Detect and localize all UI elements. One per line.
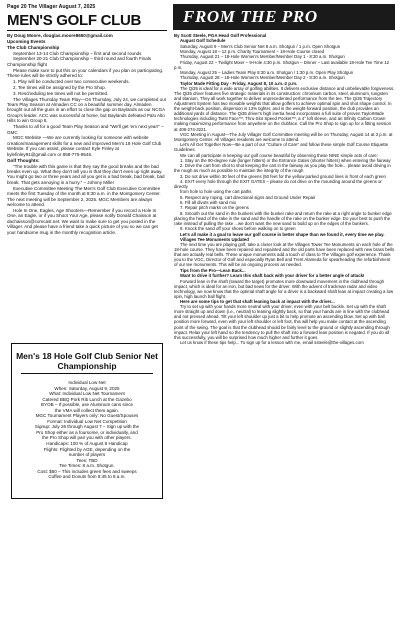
mens-golf-club-column [7,33,167,236]
schedule-item: Thursday, August 28 – 18-Hole Women's Member/Member Day 2 - 8:30 a.m. Shotgun [180,75,345,81]
promo-line: Signup: July 26 through August 7 – Sign up with the [34,424,140,430]
promo-line: What: Individual Low Net Tournament [49,391,125,397]
schedule-heading: August Golf Schedule [180,38,226,44]
promo-line: Cost: $50 – This includes green fees and sweeps [37,468,137,474]
promo-line: Format: Individual Low Net Competition [47,418,127,424]
championship-heading: The Club Championship [7,44,60,50]
fitting-day-heading: Taylor Made Fitting Day - Friday, August 8, 10 a.m.-2 p.m. [180,80,298,86]
paragraph-hole-in-one: Hole In One, Eagles, Age Shooters—Remember if you record a Hole In One, an Eagle, or if you Shoot Your Age, please notify Donald Chaisson at dachaisson@comcast.net. We want to make sure to get you posted in the Villager. And please have a friend take a quick picture of you so we can get your handsome mug in the monthly recognition article. [7,207,158,235]
tips-steps-heading: Here are some tips to get that shaft leaning back at impact with the driver... [180,299,335,304]
section-title: MEN'S GOLF CLUB [7,12,142,29]
promo-title: Men's 18 Hole Golf Club Senior Net Championship [16,351,158,371]
promo-body [12,380,162,480]
paragraph-lets-get-together: Let's All Get Together Now—Be a part of our "Culture of Care" and follow these simple Golf Course Etiquette Guidelines. [174,142,389,153]
promo-line: BYOB – If possible, use Aluminum cans since [41,402,133,408]
paragraph-quote: "The trouble with this game is that they say the good breaks and the bad breaks even up. What they don't tell you is that they don't even up right away. You might go two or three years and all you get is a bad break, bad break, bad break. That gets annoying in a hurry." – Johnny Miller [7,163,165,185]
paragraph-sign-up: Let us know if these tips help... To sign up for a lesson with me, email ssteele@the-villages.com [180,339,364,345]
promo-line: Handicaps: 100 % of August 8 Handicap [46,441,128,447]
promo-line: the VMA will collect them again. [55,407,119,413]
etiquette-rule: 3. Do not drive within 30 feet of the greens (50 feet for the yellow parked ground lines in front of each green [180,173,386,179]
paragraph-simple-acts: We can all participate in keeping our golf course beautiful by observing these NINE simple acts of care: [180,152,378,158]
paragraph-goal: Let's all make it a goal to leave our golf course in better shape than we found it, every time we play. [180,231,385,237]
banner-title: FROM THE PRO [183,7,318,26]
promo-line: Tee Times: 8 a.m. Shotgun. [59,463,115,469]
event-sep20: September 20-21 Club Championship – third round and fourth Finals Championship flight [7,56,152,67]
rule-1: 1. Play will be conducted over two consecutive weekends. [13,78,130,84]
senior-net-championship-box [11,343,163,499]
etiquette-rule: 7. Repair pitch marks on the greens [180,205,249,211]
paragraph-tee-monuments: The next time you are playing golf, take a closer look at the Villages Tower Tee Monuments on each hole of the 18-hole course. They have been repaired and repainted and the old parts have been replaced with new brass bells that are actually real bells. These unique monuments add a touch of class to The Villages golf experience. Thank you to the VGC, Director of Golf and especially Ryan Bell and Trent Alameda for spearheading the refurbishment of our tee monuments. This will be an ongoing process as needed. [174,242,395,268]
rule-2: 2. Tee times will be assigned by the Pro Shop. [13,84,106,90]
golf-thoughts-heading: Golf Thoughts: [7,157,40,163]
paragraph-intro: Please make sure to put this on your calendars if you plan on participating. These rules will be strictly adhered to: [7,67,164,79]
etiquette-rule: 2. Drive the cart from shot to shot keeping the cart in the fairway as you play the hole... please avoid driving in the rough as much as possible to maintain the integrity of the rough [174,163,391,174]
promo-line: MGC Tournament Players only: No Guest/Spouses [35,413,139,419]
etiquette-rule: 5. Respect any roping, cart directional signs and Ground Under Repair [180,194,316,200]
etiquette-rule: 8. Smooth out the sand in the bunkers with the bunker rake and return the rake at a right angle to bunker edge placing the head of the rake in the sand and the handle of the rake on the bunker edge. Do your best to push the rake instead of pulling the rake ...we don't want the new sand to build up on the edges of the bunkers. [174,210,392,226]
promo-line: Individual Low Net [68,380,106,385]
byline: By Scott Steele, PGA Head Golf Professional [174,33,267,38]
byline: By Doug Moore, douglas.moore8650@gmail.com [7,33,113,38]
paragraph-team-play: The Villages Thursday Team Play—On Thursday, July 24, we completed our Team Play Season at Almaden CC on a beautiful summer day. Almaden brought out all the guns in an effort to close the gap on Baylands as our NCGA Group's leader. ACC was successful at home, but Baylands defeated Palo Alto Hills to win Group 8. [7,96,167,124]
upcoming-events-heading: Upcoming Events [7,38,46,44]
etiquette-rule: 1. Stay on the 90-degree rule (longer hitters) or the Entrance Gates (shorter hitters) when entering the fairway [180,157,391,163]
event-sep13: September 13-14 Club Championship – first and second rounds [13,50,142,56]
promo-line: Flights: Flighted by AGE, depending on the [43,446,131,452]
etiquette-rule: 6. Fill all divots with sand mix [180,200,237,206]
promo-line: When: Saturday, August 9, 2025 [54,385,120,391]
from-the-pro-column [174,33,395,345]
promo-line: number of players [68,452,106,458]
paragraph-exec-committee: Executive Committee Meeting The Men's Golf Club Executive Committee meets the first Tuesday of the month at 8:30 a.m. in the Montgomery Center. The next meeting will be September 2, 2025. MGC Members are always welcome to attend. [7,185,161,208]
schedule-item: Monday, August 25 – Ladies Team Play 8:30 a.m. Shotgun / 1:30 p.m. Open Play Shotgun [180,70,354,76]
tips-heading: Tips from the Pro—Lean Back... [180,267,246,273]
from-the-pro-banner [173,4,395,30]
schedule-item: Saturday, August 9 – Men's Club Senior Net 8 a.m. Shotgun / 1 p.m. Open Shotgun [180,43,341,49]
schedule-item: Friday, August 22 – Twilight Mixer – 9-Hole 4:30 p.m. Shotgun – Dinner – Last available 18-Hole Tee Time 12 p.m. [174,59,390,70]
paragraph-thanks: Thanks to all for a good Team Play Season and "We'll get 'em next year!" –GMC [7,124,164,135]
paragraph-forward-lean: Forward lean in the shaft (toward the target) promotes more downward movement in the clubhead through impact, which is ideal for an iron, but bad news for the driver. With the advent of trackman radar and video technology, we now know that the optimal shaft angle for a driver is a backward shaft lean at impact creating a low spin, high launch ball flight. [174,278,394,299]
promo-line: Coffee and Donuts from 8:45 to 8 a.m. [48,474,126,480]
etiquette-rule: from hole to hole using the cart paths [180,189,252,195]
page-header: Page 20 The Villager August 7, 2025 [7,4,96,10]
section-divider [7,30,167,31]
etiquette-rule: 4. EXIT every hole through the EXIT GATES – please do not drive on the mounding around the greens or directly [174,179,382,190]
tips-question: Want to drive it further? Learn this shaft back with your driver for a better angle of attack! [180,273,365,279]
schedule-item: Monday, August 18 – 12 p.m. Charity Tournament – 18-Hole Course closed [180,49,325,55]
rule-3: 3. Rescheduling tee times will not be permitted. [13,90,109,96]
promo-line: Pro Shop either as a foursome, or individually, and [36,429,138,435]
schedule-item: Thursday, August 21 – 18-Hole Women's Member/Member Day 1 - 8:30 a.m. Shotgun [180,54,345,60]
paragraph-website: MGC Website —We are currently looking for someone with website creation/management skills for a new and improved Men's 18 Hole Golf Club Website. If you can assist, please contact Kyle Finley at kylefinley91@gmail.com or 858-775-9546. [7,135,162,157]
promo-line: Tees: TBD [76,457,98,463]
etiquette-rule: 9. Knock the sand off your shoes before walking on to green [180,226,296,232]
paragraph-vgc-meeting: VGC Meeting in August—The July Villager Golf Committee meeting will be on Thursday, August 14 at 3 p.m. at Montgomery Center. All Villages residents are welcome to attend. [174,131,393,142]
paragraph-setup: Try to set up with your hands more neutral with your driver, even with your belt buckle. Set up with the shaft more straight up and down (i.e., neutral) to leaning slightly back, so that your hands are in line with the clubhead and not pressed ahead. Tilt your left shoulder up just a bit to help promote an ascending blow. Set up with ball position more forward, even with your left shoulder or left foot, this will help you make contact at the ascending point of the swing. The goal is that the clubhead should be fairly level to the ground or slightly ascending through impact. Relax your left hand so the tendency to pull the shaft into a forward lean position is negated. If you do all this successfully, you will be surprised how much higher and further it goes. [174,304,390,340]
paragraph-qi35: The Qi35 is ideal for a wide array of golfing abilities. It delivers exclusive distance and unbelievable forgiveness. The Qi35 driver features five strategic materials in its construction: chromium carbon, steel, aluminum, tungsten and titanium. They all work together to deliver unprecedented performance from the tee. The Qi35 Trajectory Adjustment System has two movable weights that allow golfers to achieve optimal spin and shot shape control. In the weight-back position, dispersion is 13% tighter, and in the weight-forward position, the club provides an additional yards of distance. The Qi35 driver's high inertia head incorporates a full suite of proven TaylorMade technologies including Twist Face™, Thru-Slot Speed Pocket™, a 4° loft sleeve, and an Infinity Carbon Crown making maximizing performance from anywhere on the clubface. Call the Pro Shop to sign up for a fitting session at 408-274-3221. [174,86,395,132]
promo-divider [21,373,153,374]
promo-line: the Pro Shop will pair you with other players. [42,435,132,441]
tee-monuments-heading: Villages Tee Monuments Updated [180,236,249,242]
promo-line: Catered BBQ Pork Rib Lunch at the Gazebo [42,396,132,402]
